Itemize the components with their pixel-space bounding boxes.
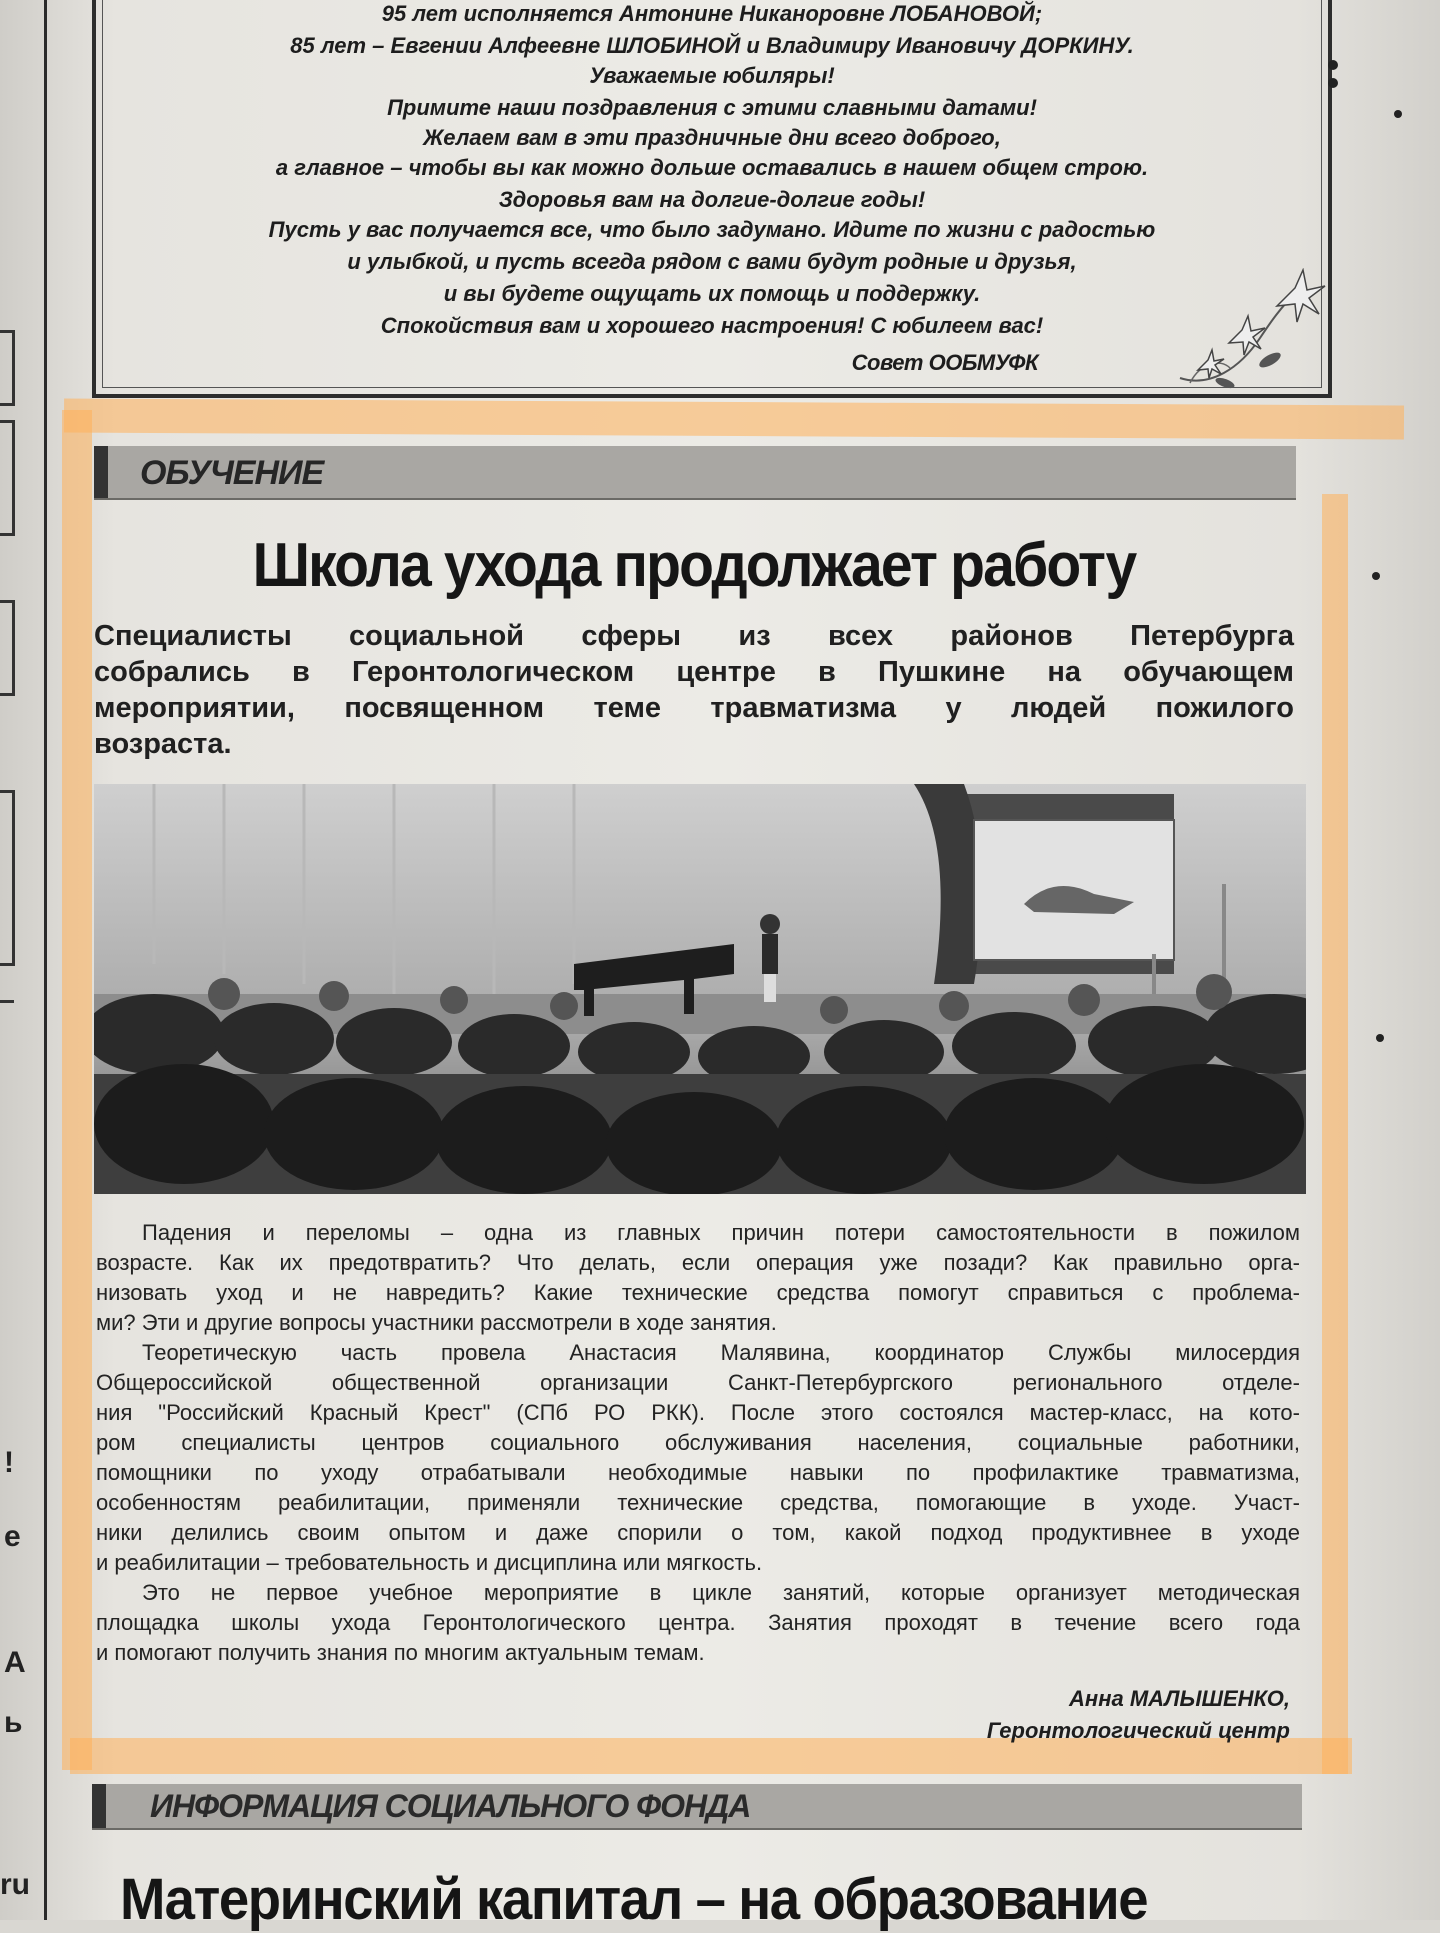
left-frame-fragment [0,420,15,536]
flower-ornament-icon [1170,268,1330,398]
article-body [96,1218,1300,1668]
left-fragment: ь [4,1706,23,1739]
left-frame-fragment [0,600,15,696]
greeting-line: Уважаемые юбиляры! [589,63,835,88]
body-line: возрасте. Как их предотвратить? Что делать, если операция уже позади? Как правильно орга- [96,1250,1300,1275]
left-fragment: ! [4,1446,14,1479]
next-section-header-bar [92,1784,1302,1830]
greeting-line: 85 лет – Евгении Алфеевне ШЛОБИНОЙ и Владимиру Ивановичу ДОРКИНУ. [290,33,1134,58]
left-fragment: е [4,1520,21,1553]
body-line: и реабилитации – требовательность и дисциплина или мягкость. [96,1550,763,1575]
greeting-line: а главное – чтобы вы как можно дольше оставались в нашем общем строю. [275,155,1149,180]
left-neighbor-column [0,0,58,1920]
pin-icon [1328,78,1338,88]
section-header-bar [94,446,1296,500]
left-fragment: ru [0,1868,30,1901]
left-frame-fragment [0,330,15,406]
body-line: площадка школы ухода Геронтологического центра. Занятия проходят в течение всего года [96,1610,1300,1635]
greeting-line: Здоровья вам на долгие-долгие годы! [498,187,926,212]
pin-icon [1394,110,1402,118]
anniversary-greeting-box [92,0,1332,398]
pin-icon [1372,572,1380,580]
body-line: Это не первое учебное мероприятие в цикле занятий, которые организует методическая [142,1580,1300,1605]
column-rule [44,0,47,1920]
body-line: Теоретическую часть провела Анастасия Малявина, координатор Службы милосердия [142,1340,1300,1365]
pin-icon [1328,60,1338,70]
next-section-label: ИНФОРМАЦИЯ СОЦИАЛЬНОГО ФОНДА [150,1788,751,1824]
greeting-line: и улыбкой, и пусть всегда рядом с вами будут родные и друзья, [347,249,1077,274]
body-line: особенностям реабилитации, применяли технические средства, помогающие в уходе. Участ- [96,1490,1300,1515]
body-line: низовать уход и не навредить? Какие технические средства помогут справиться с проблема- [96,1280,1300,1305]
article-title: Школа ухода продолжает работу [252,531,1136,600]
pin-icon [1376,1034,1384,1042]
body-line: и помогают получить знания по многим актуальным темам. [96,1640,705,1665]
greeting-line: Примите наши поздравления с этими славными датами! [387,95,1037,120]
greeting-signature: Совет ООБМУФК [851,350,1038,375]
left-frame-fragment [0,790,15,966]
lead-line: Специалисты социальной сферы из всех районов Петербурга [94,620,1294,652]
lead-line: собрались в Геронтологическом центре в Пушкине на обучающем [94,656,1294,688]
highlighter-mark [1322,494,1348,1774]
greeting-line: и вы будете ощущать их помощь и поддержку. [443,281,981,306]
greeting-line: 95 лет исполняется Антонине Никаноровне ЛОБАНОВОЙ; [381,1,1043,26]
highlighter-mark [62,410,92,1770]
author-name: Анна МАЛЫШЕНКО, [1069,1686,1290,1711]
body-line: ми? Эти и другие вопросы участники рассмотрели в ходе занятия. [96,1310,777,1335]
section-label: ОБУЧЕНИЕ [140,454,324,492]
greeting-line: Желаем вам в эти праздничные дни всего доброго, [423,125,1001,150]
left-rule-fragment [0,1000,14,1003]
greeting-line: Пусть у вас получается все, что было задумано. Идите по жизни с радостью [268,217,1156,242]
article-photo [94,784,1306,1194]
body-line: Падения и переломы – одна из главных причин потери самостоятельности в пожилом [142,1220,1300,1245]
next-article-title: Материнский капитал – на образование [120,1867,1148,1932]
body-line: ния "Российский Красный Крест" (СПб РО РКК). После этого состоялся мастер-класс, на кото- [96,1400,1300,1425]
highlighter-mark [64,398,1404,439]
section-marker [94,446,108,498]
body-line: помощники по уходу отрабатывали необходимые навыки по профилактике травматизма, [96,1460,1300,1485]
section-marker [92,1784,106,1828]
lead-line: мероприятии, посвященном теме травматизма у людей пожилого [94,692,1294,724]
body-line: Общероссийской общественной организации Санкт-Петербургского регионального отделе- [96,1370,1300,1395]
body-line: ром специалисты центров социального обслуживания населения, социальные работники, [96,1430,1300,1455]
left-fragment: А [4,1646,26,1679]
author-organization: Геронтологический центр [986,1718,1290,1743]
article-lead [94,618,1294,762]
body-line: ники делились своим опытом и даже спорили о том, какой подход продуктивнее в уходе [96,1520,1300,1545]
greeting-line: Спокойствия вам и хорошего настроения! С юбилеем вас! [380,313,1044,338]
lead-line: возраста. [94,728,232,760]
